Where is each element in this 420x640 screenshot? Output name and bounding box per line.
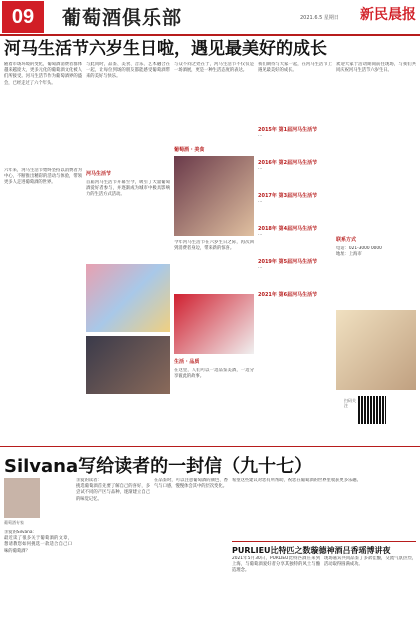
timeline-item: 2015年 第1届河马生活节 bbox=[258, 127, 318, 133]
lead-col2-subhead: 河马生活节 bbox=[86, 171, 112, 177]
newspaper-logo: 新民晨报 bbox=[360, 7, 416, 23]
timeline-item: 2019年 第5届河马生活节 bbox=[258, 259, 318, 265]
wine-photo bbox=[174, 156, 254, 236]
timeline-item: 2017年 第3届河马生活节 bbox=[258, 193, 318, 199]
news-col2: 现场嘉宾共同品鉴了多款佳酿，交流气氛热烈，活动取得圆满成功。 bbox=[324, 556, 416, 568]
masthead bbox=[0, 0, 420, 36]
lead-col6a: 欢迎大家于活动期间前往现场，与我们共同庆祝河马生活节六岁生日。 bbox=[336, 62, 416, 74]
lead-col4a: 今年河马生活节在六岁生日之际，再次回到消费者身边，带来新的惊喜。 bbox=[174, 240, 254, 252]
lead-col3-subhead: 葡萄酒 · 美食 bbox=[174, 147, 205, 153]
event-photo bbox=[86, 264, 170, 332]
letter-headline: Silvana写给读者的一封信（九十七） bbox=[4, 456, 313, 477]
bottle-photo bbox=[336, 310, 416, 390]
lead-col2b: 首届河马生活节开幕至今，吸引了大量葡萄酒爱好者参与，并逐渐成为城市中极具影响力的生活方式活动。 bbox=[86, 180, 170, 198]
news-col1: 2021年5月30日，PURLIEU比特匹酒庄来到上海，与葡萄酒爱好者分享其独特的风土与酿造理念。 bbox=[232, 556, 320, 574]
timeline-item: 2016年 第2届河马生活节 bbox=[258, 160, 318, 166]
news-headline: PURLIEU比特匹之数璇德神酒吕香瑶博讲夜 bbox=[232, 546, 391, 555]
letter-col4: 希望这些建议对您有所帮助，祝您在葡萄酒的世界里收获更多乐趣。 bbox=[232, 478, 361, 483]
lead-col2a: 与此同时，品鉴、美食、音乐、艺术融合在一起，让每位到场的朋友都能感受葡萄酒带来的美好与快乐。 bbox=[86, 62, 170, 80]
lead-headline: 河马生活节六岁生日啦，遇见最美好的成长 bbox=[4, 39, 327, 59]
timeline-item: 2018年 第4届河马生活节 bbox=[258, 226, 318, 232]
timeline: 2015年 第1届河马生活节 … 2016年 第2届河马生活节 … 2017年 第3届河马生活节 … 2018年 第4届河马生活节 … 2019年 第5届河马生活节 … 2021年 第6届河马生活节 bbox=[258, 124, 332, 298]
contact-info: 电话：021-3000 0000 地址：上海市 bbox=[336, 246, 382, 258]
date-line: 2021.6.5 星期日 bbox=[300, 15, 339, 21]
contact-subhead: 联系方式 bbox=[336, 237, 357, 243]
page-number: 09 bbox=[2, 1, 44, 33]
letter-col3: 在品鉴时，可以注意葡萄酒的颜色、香气与口感，慢慢体会其中的层次变化。 bbox=[154, 478, 228, 490]
qr-label: 扫码关注 bbox=[344, 398, 356, 408]
lead-col5a: 我们期待与大家一起，在河马生活节上遇见最美好的成长。 bbox=[258, 62, 332, 74]
letter-col2: 亲爱的读者： 挑选葡萄酒首先要了解自己的喜好，多尝试不同的产区与品种，逐渐建立自己的味觉记忆。 bbox=[76, 478, 150, 502]
section-rule bbox=[0, 446, 420, 447]
lead-col4-subhead: 生活 · 品质 bbox=[174, 359, 200, 365]
party-photo bbox=[174, 294, 254, 354]
masthead-rule bbox=[0, 34, 420, 36]
lead-col4b: 在这里，人们可以一边品鉴美酒，一边分享彼此的故事。 bbox=[174, 368, 254, 380]
lead-col1b: 六年来，河马生活节始终坚持以消费者为中心，不断推出精彩的活动与体验，带领更多人走进葡萄酒的世界。 bbox=[4, 168, 82, 186]
timeline-item: 2021年 第6届河马生活节 bbox=[258, 292, 318, 298]
news-rule bbox=[232, 541, 416, 542]
lead-col3a: 与众不同之处在于，河马生活节不仅仅是一场酒展，更是一种生活态度的表达。 bbox=[174, 62, 254, 74]
lead-col1: 随着市场环境的变化，葡萄酒消费者群体越来越庞大，更多元化的葡萄酒文化被人们所接受。河马生活节作为葡萄酒界的盛会，已经走过了六个年头。 bbox=[4, 62, 82, 86]
section-name: 葡萄酒俱乐部 bbox=[62, 7, 183, 29]
qr-code[interactable] bbox=[358, 396, 386, 424]
tasting-photo bbox=[86, 336, 170, 394]
letter-col1: 亲爱的Silvana： 最近读了很多关于葡萄酒的文章，想请教您如何挑选一款适合自己口味的葡萄酒？ bbox=[4, 530, 72, 554]
author-byline: 葡萄酒专家 bbox=[4, 520, 24, 525]
author-photo bbox=[4, 478, 40, 518]
